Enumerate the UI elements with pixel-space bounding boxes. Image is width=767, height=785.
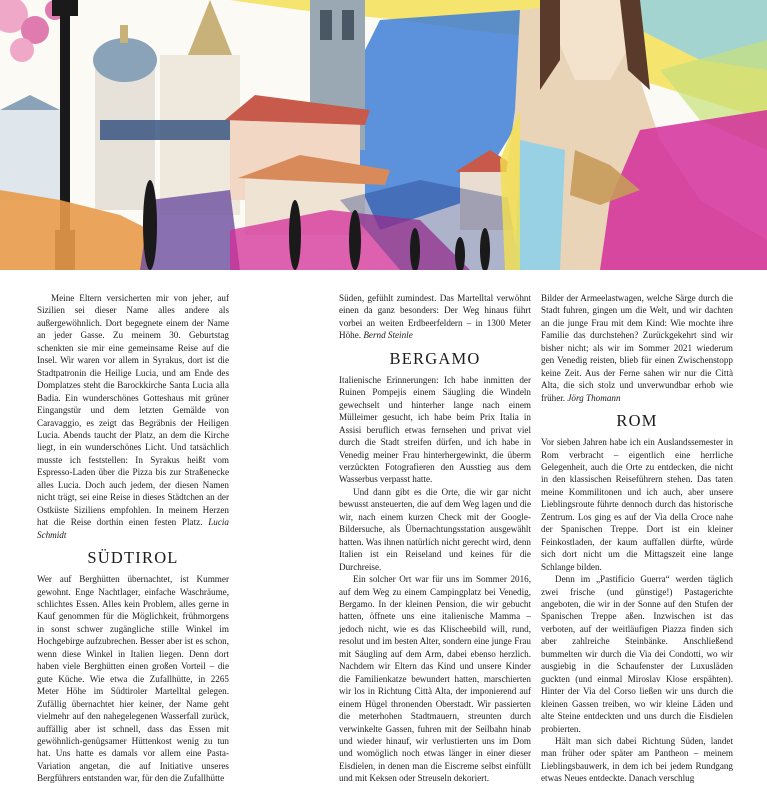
continued-text: Süden, gefühlt zumindest. Das Martelltal verwöhnt einen da ganz besonders: Der Weg hinaus führt vorbei an weiten Erdbeerfeldern – in 1300 Meter Höhe. [339, 293, 531, 341]
author-signature: Lucia Schmidt [37, 517, 229, 540]
bergamo-paragraph-3: Ein solcher Ort war für uns im Sommer 2016, auf dem Weg zu einem Campingplatz bei Venedig, Bergamo. In der kleinen Pension, die wir gebucht hatten, öffnete uns eine italienische Mamma – jedoch nicht, wie es das Klischeebild will, rund, resolut und im besten Alter, sondern eine junge Frau mit Säugling auf dem Arm, dabei ebenso herzlich. Nachdem wir Eltern das Kind und unsere Kinder die Familienkatze bewundert hatten, marschierten wir los in Richtung Città Alta, der imponierend auf einem Hügel thronenden Oberstadt. Wir passierten die meterhohen Stadtmauern, streunten durch verwinkelte Gassen, fuhren mit der Seilbahn hinab und wieder hinauf, wir verlustierten uns im Dom und womöglich noch etwas länger in einer dieser Eisdielen, in denen man die Eiscreme selbst einfüllt und mit Keksen oder Streuseln dekoriert. [339, 574, 531, 784]
hero-illustration [0, 0, 767, 270]
section-heading-rom: ROM [616, 411, 658, 431]
column-1 [37, 292, 229, 785]
continued-paragraph [339, 292, 531, 342]
continued-paragraph [541, 292, 733, 404]
section-heading-suedtirol: SÜDTIROL [87, 548, 179, 568]
bergamo-paragraph-2: Und dann gibt es die Orte, die wir gar nicht bewusst ansteuerten, die auf dem Weg lagen und die wir, nach einem kurzen Check mit der Google-Bildersuche, als Übernachtungsstation ausgewählt hatten. Was ihnen natürlich nicht gerecht wird, denn Italien ist ein Reiseland und keines für die Durchreise. [339, 486, 531, 572]
bergamo-paragraph-1: Italienische Erinnerungen: Ich habe inmitten der Ruinen Pompejis einem Säugling die Windeln gewechselt und hinterher lange nach einem Mülleimer gesucht, ich habe beim Prix Italia in Assisi beruflich etwas fernsehen und privat viel durch die Stadt streifen dürfen, und ich habe in Venedig meiner Frau hinterhergewinkt, die überm verzückten Fotografieren den Ausstieg aus dem Wasserbus verpasst hatte. [339, 374, 531, 485]
author-signature: Bernd Steinle [363, 330, 413, 341]
rom-paragraph-3: Hält man sich dabei Richtung Süden, landet man früher oder später am Pantheon – meinem Lieblingsbauwerk, in dem ich bei jedem Rundgang etwas Neues entdeckte. Danach verschlug [541, 735, 733, 784]
intro-paragraph [37, 292, 229, 541]
author-signature: Jörg Thomann [567, 392, 621, 403]
column-2 [339, 292, 531, 785]
suedtirol-paragraph: Wer auf Berghütten übernachtet, ist Kummer gewohnt. Enge Nachtlager, einfache Waschräume, schlichtes Essen. Alles kein Problem, alles gerne in Kauf genommen für die Möglichkeit, frühmorgens in sonst schwer zugängliche stille Winkel im Hochgebirge aufzubrechen. Besser aber ist es schon, wenn diese Winkel in Italien liegen. Denn dort haben viele Berghütten einen großen Vorteil – die gute Küche. Wie etwa die Zufallhütte, in 2265 Meter Höhe im Südtiroler Martelltal gelegen. Zufällig übernachtet hier keiner, der Name geht vielmehr auf den nahegelegenen Wasserfall zurück, auffällig aber ist schnell, dass das Essen mit gewöhnlich-genügsamer Hüttenkost wenig zu tun hat. Uns hatte es damals vor allem eine Pasta-Variation angetan, die auf Initiative unseres Bergführers entstanden war, für den die Zufallhütte [37, 574, 229, 784]
intro-text: Meine Eltern versicherten mir von jeher, auf Sizilien sei dieser Name alles andere als außergewöhnlich. Dort begegnete einem der Name an jeder Gasse. Zu meinem 30. Geburtstag schenkten sie mir eine gemeinsame Reise auf die Insel. Wir waren vor allem in Syrakus, dort ist die Stadtpatronin die Heilige Lucia, und am Ende des Domplatzes steht die Barockkirche Santa Lucia alla Badia. Ein wunderschönes Gotteshaus mit grüner Eingangstür und dem letzten Gemälde von Caravaggio, es zeigt das Begräbnis der Heiligen Lucia. Abends taucht der Platz, an dem die Kirche liegt, in ein wunderschönes Licht. Und tatsächlich musste ich feststellen: In Syrakus heißt vom Espresso-Laden über die Pizza bis zur Straßenecke alles Lucia. Doch auch jedem, der diesen Namen nicht trägt, sei eine Reise in dieses Städtchen an der Ostküste Siziliens empfohlen. In meinem Herzen hat die Reise dorthin einen festen Platz. [37, 293, 229, 528]
rom-paragraph-1: Vor sieben Jahren habe ich ein Auslandssemester in Rom verbracht – eigentlich eine herrliche Gelegenheit, auch die Orte zu entdecken, die nicht in den klassischen Reiseführern stehen. Das taten meine Kommilitonen und ich auch, aber unsere Lieblingsroute führte dennoch durch das historische Zentrum. Los ging es auf der Via della Croce nahe der Spanischen Treppe. Dort ist ein kleiner Feinkostladen, der kaum auffallen dürfte, würde sich dort nicht um die Mittagszeit eine lange Schlange bilden. [541, 437, 733, 572]
rom-paragraph-2: Denn im „Pastificio Guerra“ werden täglich zwei frische (und günstige!) Pastagerichte angeboten, die wir in der Sonne auf den Stufen der Spanischen Treppe aßen. Inzwischen ist das verboten, auf der weitläufigen Piazza finden sich aber zahlreiche Steinbänke. Anschließend bummelten wir durch die Via dei Condotti, wo wir ausgiebig in die Schaufenster der Luxusläden guckten (und einmal Miroslav Klose erspähten). Hinter der Via del Corso ließen wir uns durch die kleinen Gassen treiben, wo wir kleine Läden und alte Steine entdeckten und uns durch die Eisdielen probierten. [541, 574, 733, 734]
section-heading-bergamo: BERGAMO [389, 348, 481, 368]
column-3 [541, 292, 733, 785]
continued-text: Bilder der Armeelastwagen, welche Särge durch die Stadt fuhren, gingen um die Welt, und wir dachten an die junge Frau mit dem Kind: Wie mochte ihre Familie das durchstehen? Zurückgekehrt sind wir bisher nicht; als wir im Sommer 2021 wiederum gen Venedig reisten, blieb für einen Zwischenstopp keine Zeit. Aus der Ferne sahen wir nur die Città Alta, die sich stolz und unverwundbar erhob wie früher. [541, 293, 733, 403]
